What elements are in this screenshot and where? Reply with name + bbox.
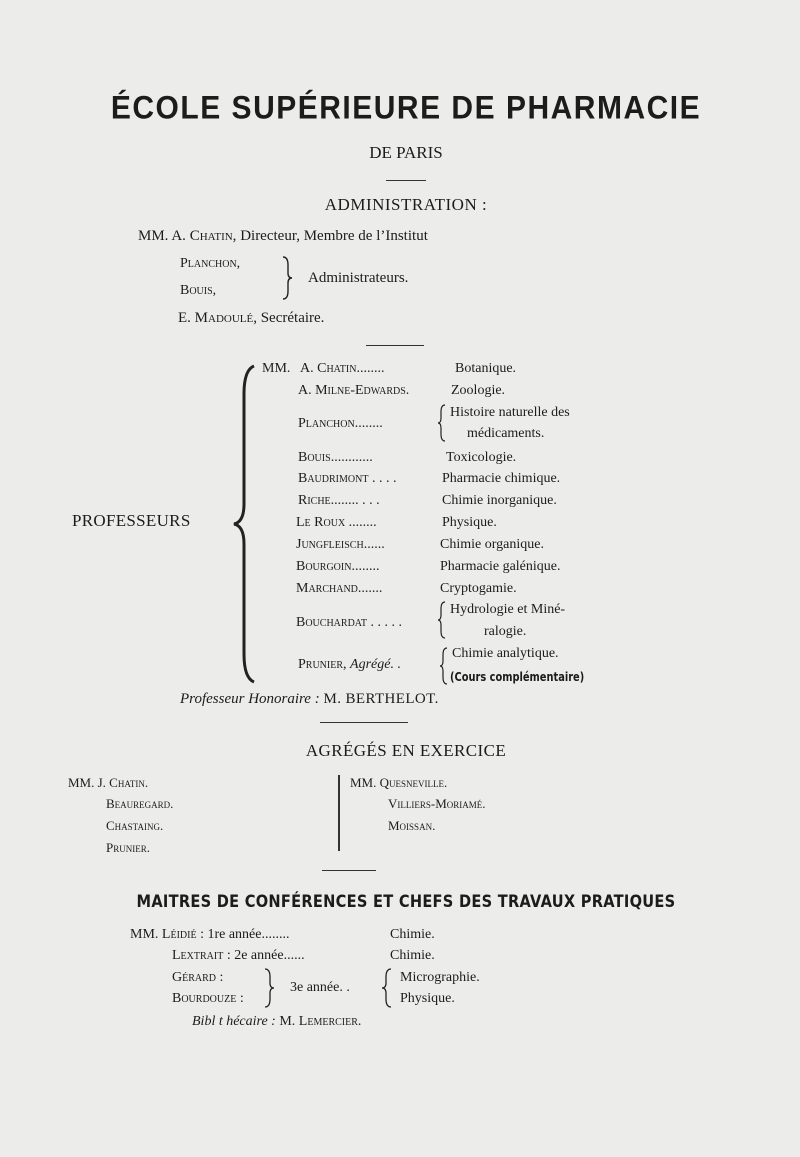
professor-name: Marchand: [296, 581, 358, 596]
secretary-role: Secrétaire.: [260, 310, 325, 326]
agrege-name: Prunier.: [106, 840, 150, 855]
professor-name: Bourgoin: [296, 559, 352, 574]
names-brace: [262, 967, 276, 1009]
professor-subject-line2: ralogie.: [484, 624, 527, 639]
professor-subject: Toxicologie.: [446, 450, 517, 465]
maitre-name: Bourdouze :: [172, 991, 244, 1006]
leader-dots: . . . . .: [370, 615, 403, 630]
agrege-name: Quesneville.: [379, 775, 448, 790]
professor-subject-line1: Chimie analytique.: [452, 646, 559, 661]
professor-row: [296, 537, 385, 553]
agrege-name: Beauregard.: [106, 796, 174, 811]
maitre-name: Lextrait: [172, 948, 224, 963]
agrege-name: J. Chatin.: [97, 775, 149, 790]
professor-name: Jungfleisch: [296, 537, 364, 552]
professor-subject: Botanique.: [455, 361, 517, 376]
professor-subject: Pharmacie galénique.: [440, 559, 561, 574]
school-title: ÉCOLE SUPÉRIEURE DE PHARMACIE: [110, 90, 702, 127]
professor-row: [298, 657, 401, 673]
subject-brace: [438, 646, 450, 686]
honorary-name: M. BERTHELOT.: [323, 691, 439, 707]
librarian-label: Bibl t hécaire :: [192, 1014, 276, 1029]
subject-brace: [436, 403, 448, 443]
maitre-subject: Chimie.: [390, 927, 435, 942]
professor-name: Riche: [298, 493, 331, 508]
professor-subject-line1: Histoire naturelle des: [450, 405, 570, 420]
librarian-name: M. Lemercier.: [279, 1014, 362, 1029]
professor-row: [298, 493, 380, 509]
maitre-subject: Micrographie.: [400, 970, 480, 985]
director-line: [138, 228, 428, 245]
maitre-name: Gérard :: [172, 970, 224, 985]
librarian-line: [192, 1014, 361, 1030]
professor-title: Agrégé. .: [350, 657, 401, 672]
professors-brace: [230, 364, 260, 684]
agreges-right-prefix: MM.: [350, 775, 377, 790]
agrege-name: Moissan.: [388, 818, 436, 833]
maitres-heading: MAITRES DE CONFÉRENCES ET CHEFS DES TRAVAUX PRATIQUES: [136, 892, 676, 912]
secretary-line: [178, 310, 324, 327]
agreges-heading: AGRÉGÉS EN EXERCICE: [305, 741, 507, 760]
professor-name: Bouchardat: [296, 615, 368, 630]
professor-row: [298, 383, 409, 399]
agrege-name: Villiers-Moriamé.: [388, 796, 486, 811]
column-divider: [338, 775, 340, 851]
professor-name: Bouis: [298, 450, 331, 465]
secretary-name: E. Madoulé,: [178, 310, 257, 326]
maitre-subject: Chimie.: [390, 948, 435, 963]
honorary-line: [180, 691, 439, 708]
professor-row: [296, 581, 382, 597]
professor-row: [300, 361, 384, 377]
divider: [322, 870, 376, 871]
professor-row: [296, 515, 377, 531]
administrators-label: Administrateurs.: [308, 270, 409, 286]
maitre-year: : 1re année........: [200, 927, 290, 942]
professors-label: PROFESSEURS: [72, 511, 191, 530]
honorary-label: Professeur Honoraire :: [180, 691, 320, 707]
maitre-group-year: 3e année. .: [290, 980, 350, 995]
professor-row: [298, 471, 396, 487]
director-role: Directeur, Membre de l’Institut: [240, 228, 428, 244]
subjects-brace: [380, 967, 394, 1009]
professor-name: Planchon: [298, 416, 355, 431]
divider: [366, 345, 424, 346]
leader-dots: . . . .: [371, 471, 397, 486]
administration-heading: ADMINISTRATION :: [324, 195, 488, 214]
city-subtitle: DE PARIS: [369, 143, 443, 162]
maitre-row: [172, 948, 305, 964]
divider: [320, 722, 408, 723]
professor-row: [298, 450, 373, 466]
leader-dots: ......: [363, 537, 385, 552]
leader-dots: .......: [357, 581, 383, 596]
professor-subject: Cryptogamie.: [440, 581, 517, 596]
director-prefix: MM. A.: [138, 228, 186, 244]
professor-subject: Pharmacie chimique.: [442, 471, 561, 486]
agreges-left-prefix: MM.: [68, 775, 95, 790]
professor-subject: Zoologie.: [451, 383, 506, 398]
maitres-prefix: MM.: [130, 927, 159, 942]
subject-brace: [436, 600, 448, 640]
professor-subject-line2: (Cours complémentaire): [450, 670, 585, 684]
administrators-brace: [280, 255, 294, 301]
leader-dots: ........ . . .: [330, 493, 380, 508]
director-name: Chatin,: [189, 228, 237, 244]
professor-subject-line2: médicaments.: [467, 426, 545, 441]
professor-name: A. Chatin: [300, 361, 357, 376]
professor-name: Baudrimont: [298, 471, 369, 486]
agrege-name: Chastaing.: [106, 818, 164, 833]
leader-dots: ........: [354, 416, 383, 431]
administrator-bouis: Bouis,: [180, 283, 217, 298]
professor-subject: Physique.: [442, 515, 497, 530]
maitre-subject: Physique.: [400, 991, 455, 1006]
maitre-year: : 2e année......: [226, 948, 305, 963]
agreges-right-first: [350, 775, 447, 791]
professor-name: Prunier,: [298, 657, 347, 672]
professor-subject-line1: Hydrologie et Miné-: [450, 602, 566, 617]
leader-dots: ........: [348, 515, 377, 530]
professors-prefix: MM.: [262, 361, 291, 376]
professor-row: [298, 416, 383, 432]
professor-row: [296, 559, 379, 575]
professor-name: Le Roux: [296, 515, 346, 530]
maitre-name: Léidié: [161, 927, 197, 942]
administrator-planchon: Planchon,: [180, 256, 241, 271]
leader-dots: ........: [356, 361, 385, 376]
professor-subject: Chimie organique.: [440, 537, 544, 552]
professor-row: [296, 615, 402, 631]
leader-dots: ............: [330, 450, 373, 465]
professor-subject: Chimie inorganique.: [442, 493, 557, 508]
leader-dots: ........: [351, 559, 380, 574]
maitre-row: [130, 927, 289, 943]
divider: [386, 180, 426, 181]
agreges-left-first: [68, 775, 148, 791]
leader-dots: .: [405, 383, 410, 398]
professor-name: A. Milne-Edwards: [298, 383, 406, 398]
